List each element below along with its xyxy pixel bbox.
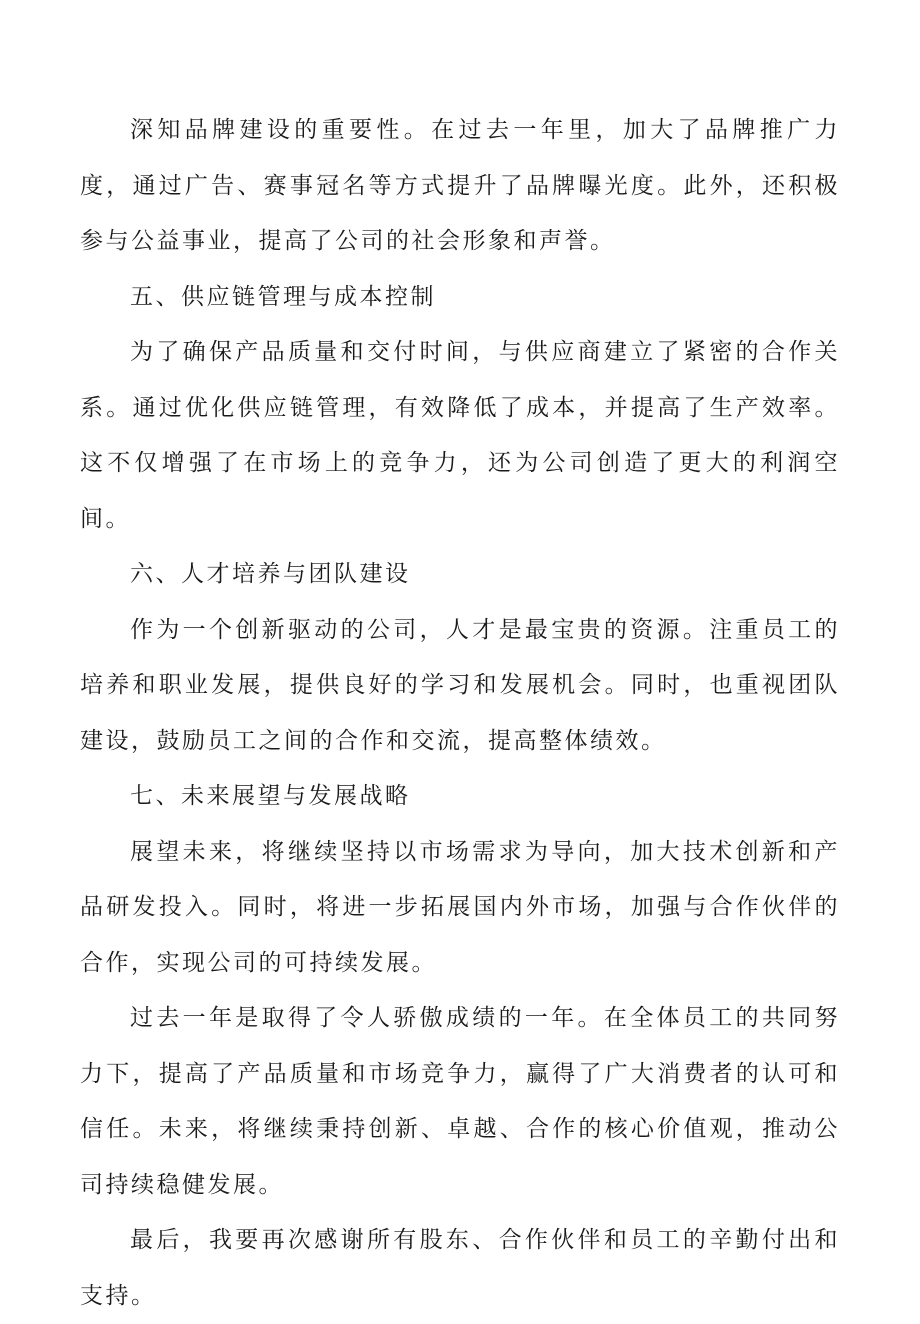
- heading-supply-chain: 五、供应链管理与成本控制: [130, 283, 436, 310]
- paragraph-summary: 过去一年是取得了令人骄傲成绩的一年。在全体员工的共同努力下，提高了产品质量和市场竞争力，赢得了广大消费者的认可和信任。未来，将继续秉持创新、卓越、合作的核心价值观，推动公司持续稳健发展。: [80, 1005, 840, 1198]
- paragraph-future: 展望未来，将继续坚持以市场需求为导向，加大技术创新和产品研发投入。同时，将进一步拓展国内外市场，加强与合作伙伴的合作，实现公司的可持续发展。: [80, 838, 840, 976]
- heading-talent: 六、人才培养与团队建设: [130, 561, 411, 587]
- paragraph-talent: 作为一个创新驱动的公司，人才是最宝贵的资源。注重员工的培养和职业发展，提供良好的学习和发展机会。同时，也重视团队建设，鼓励员工之间的合作和交流，提高整体绩效。: [80, 616, 840, 754]
- heading-future: 七、未来展望与发展战略: [130, 783, 411, 809]
- document-body: [80, 103, 840, 1324]
- paragraph-brand-building: 深知品牌建设的重要性。在过去一年里，加大了品牌推广力度，通过广告、赛事冠名等方式提升了品牌曝光度。此外，还积极参与公益事业，提高了公司的社会形象和声誉。: [80, 117, 840, 254]
- paragraph-supply-chain: 为了确保产品质量和交付时间，与供应商建立了紧密的合作关系。通过优化供应链管理，有效降低了成本，并提高了生产效率。这不仅增强了在市场上的竞争力，还为公司创造了更大的利润空间。: [80, 339, 840, 532]
- paragraph-thanks: 最后，我要再次感谢所有股东、合作伙伴和员工的辛勤付出和支持。: [80, 1227, 840, 1309]
